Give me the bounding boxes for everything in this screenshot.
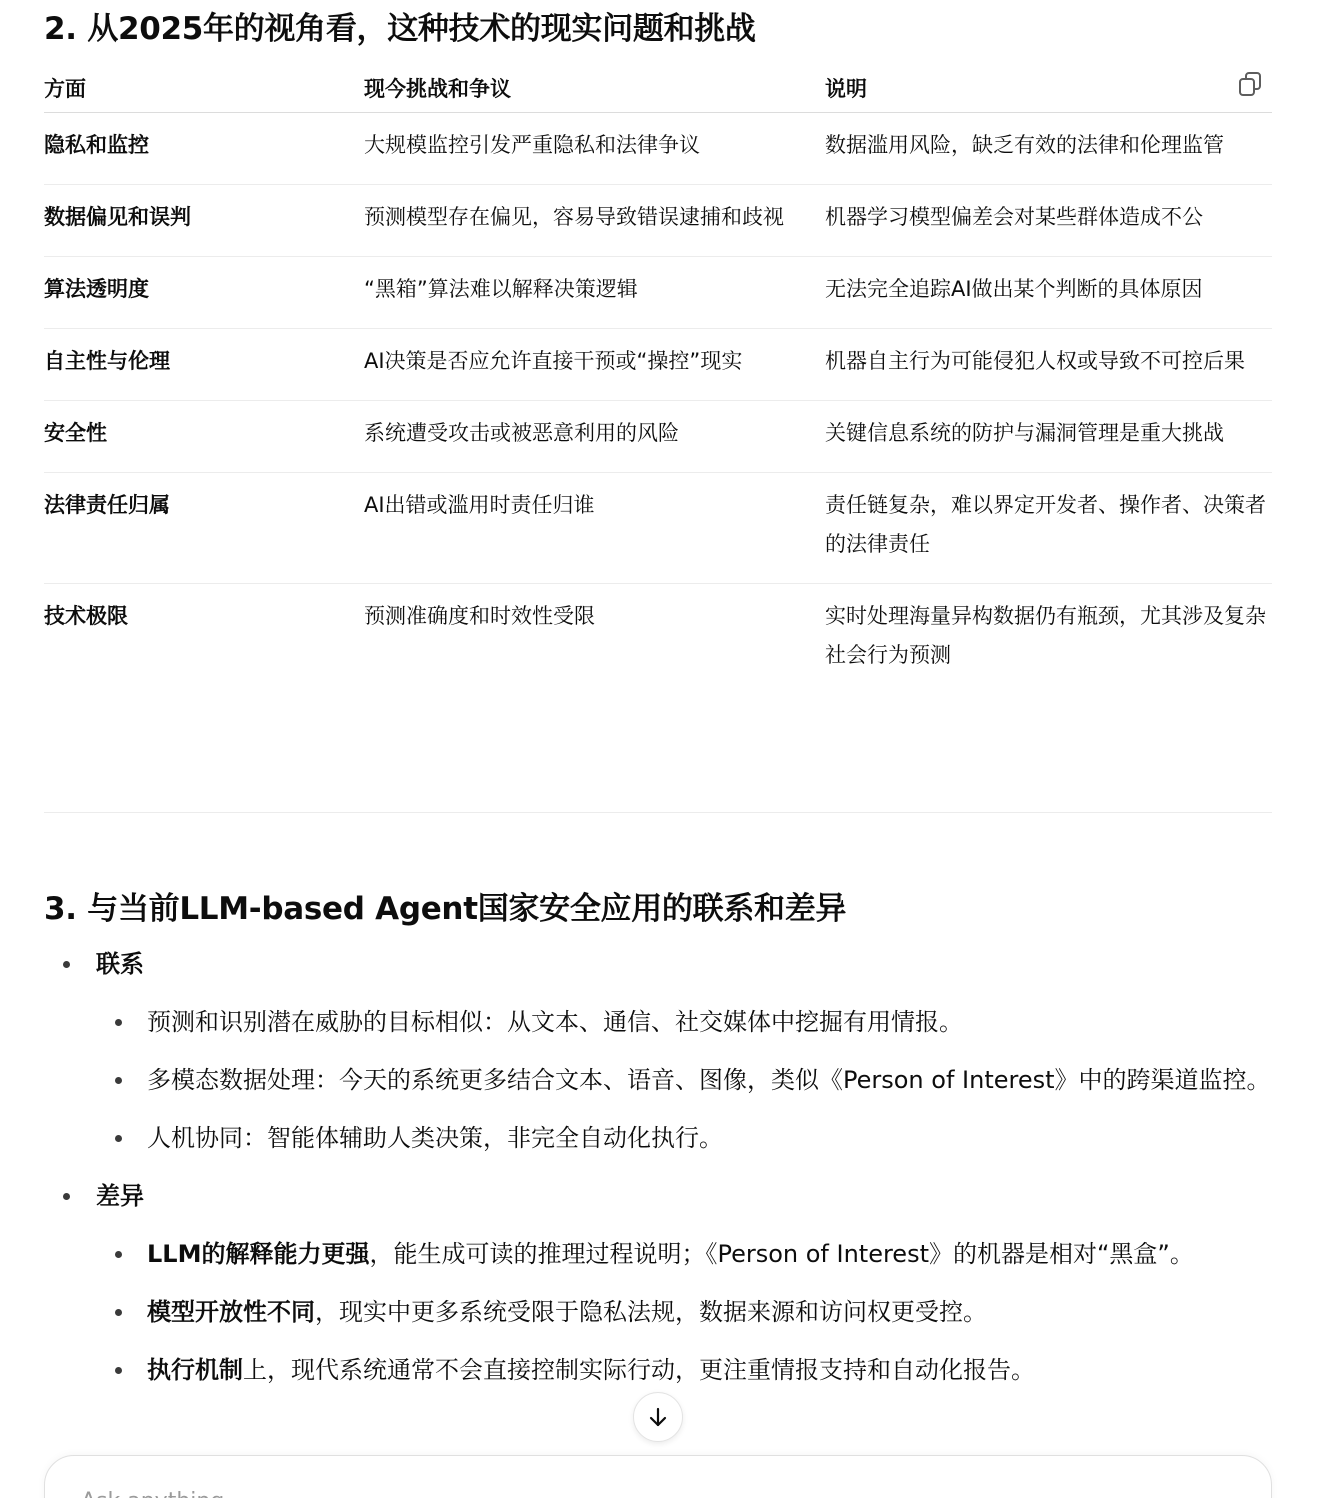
list-group-label: 差异: [96, 1182, 144, 1210]
list-group: [44, 1174, 1272, 1393]
table-cell-note: 机器自主行为可能侵犯人权或导致不可控后果: [825, 328, 1272, 400]
list-item-text: 预测和识别潜在威胁的目标相似：从文本、通信、社交媒体中挖掘有用情报。: [147, 1008, 963, 1036]
table-cell-challenge: “黑箱”算法难以解释决策逻辑: [364, 256, 825, 328]
table-row: [44, 184, 1272, 256]
challenges-table: [44, 64, 1272, 780]
table-cell-aspect: 法律责任归属: [44, 472, 364, 583]
list-item-text: 上，现代系统通常不会直接控制实际行动，更注重情报支持和自动化报告。: [243, 1356, 1035, 1384]
list-item: [96, 1232, 1272, 1277]
section-3-title: 3. 与当前LLM-based Agent国家安全应用的联系和差异: [44, 891, 847, 927]
table-cell-aspect: 自主性与伦理: [44, 328, 364, 400]
table-cell-challenge: 大规模监控引发严重隐私和法律争议: [364, 112, 825, 184]
list-item-text: ，现实中更多系统受限于隐私法规，数据来源和访问权更受控。: [315, 1298, 987, 1326]
column-header-aspect: 方面: [44, 64, 364, 112]
table-header-row: [44, 64, 1272, 112]
list-group: [44, 942, 1272, 1161]
column-header-note: 说明: [825, 64, 1272, 112]
section-2-title: 2. 从2025年的视角看，这种技术的现实问题和挑战: [44, 11, 756, 47]
scroll-to-bottom-button[interactable]: [633, 1392, 683, 1442]
table-cell-note: 无法完全追踪AI做出某个判断的具体原因: [825, 256, 1272, 328]
table-row: [44, 583, 1272, 780]
list-group-items: [96, 1000, 1272, 1161]
table-cell-challenge: AI决策是否应允许直接干预或“操控”现实: [364, 328, 825, 400]
table-row: [44, 256, 1272, 328]
list-item-emphasis: 模型开放性不同: [147, 1298, 315, 1326]
table-cell-note: 机器学习模型偏差会对某些群体造成不公: [825, 184, 1272, 256]
table-cell-challenge: 预测模型存在偏见，容易导致错误逮捕和歧视: [364, 184, 825, 256]
list-item: [96, 1058, 1272, 1103]
list-item: [96, 1348, 1272, 1393]
list-item: [96, 1000, 1272, 1045]
message-composer[interactable]: [44, 1455, 1272, 1498]
table-row: [44, 400, 1272, 472]
list-item: [96, 1116, 1272, 1161]
table-cell-challenge: 系统遭受攻击或被恶意利用的风险: [364, 400, 825, 472]
message-input[interactable]: [81, 1484, 1181, 1498]
copy-table-button[interactable]: [1236, 70, 1264, 98]
table-cell-challenge: AI出错或滥用时责任归谁: [364, 472, 825, 583]
comparison-list: [44, 942, 1272, 1406]
table-row: [44, 328, 1272, 400]
list-item-text: 人机协同：智能体辅助人类决策，非完全自动化执行。: [147, 1124, 723, 1152]
table-cell-aspect: 数据偏见和误判: [44, 184, 364, 256]
list-item: [96, 1290, 1272, 1335]
copy-icon: [1236, 70, 1264, 98]
section-divider: [44, 812, 1272, 813]
list-group-label: 联系: [96, 950, 144, 978]
list-item-text: 多模态数据处理：今天的系统更多结合文本、语音、图像，类似《Person of Interest》中的跨渠道监控。: [147, 1066, 1271, 1094]
list-item-text: ，能生成可读的推理过程说明；《Person of Interest》的机器是相对“黑盒”。: [369, 1240, 1194, 1268]
arrow-down-icon: [646, 1405, 670, 1429]
table-row: [44, 112, 1272, 184]
column-header-challenge: 现今挑战和争议: [364, 64, 825, 112]
table-cell-aspect: 隐私和监控: [44, 112, 364, 184]
table-cell-note: 关键信息系统的防护与漏洞管理是重大挑战: [825, 400, 1272, 472]
table-cell-aspect: 算法透明度: [44, 256, 364, 328]
table-cell-note: 责任链复杂，难以界定开发者、操作者、决策者的法律责任: [825, 472, 1272, 583]
list-item-emphasis: LLM的解释能力更强: [147, 1240, 370, 1268]
table-cell-aspect: 安全性: [44, 400, 364, 472]
table-cell-note: 数据滥用风险，缺乏有效的法律和伦理监管: [825, 112, 1272, 184]
list-group-items: [96, 1232, 1272, 1393]
table-cell-challenge: 预测准确度和时效性受限: [364, 603, 595, 628]
table-cell-aspect: 技术极限: [44, 603, 128, 628]
table-cell-note: 实时处理海量异构数据仍有瓶颈，尤其涉及复杂社会行为预测: [825, 603, 1266, 667]
table-row: [44, 472, 1272, 583]
list-item-emphasis: 执行机制: [147, 1356, 243, 1384]
